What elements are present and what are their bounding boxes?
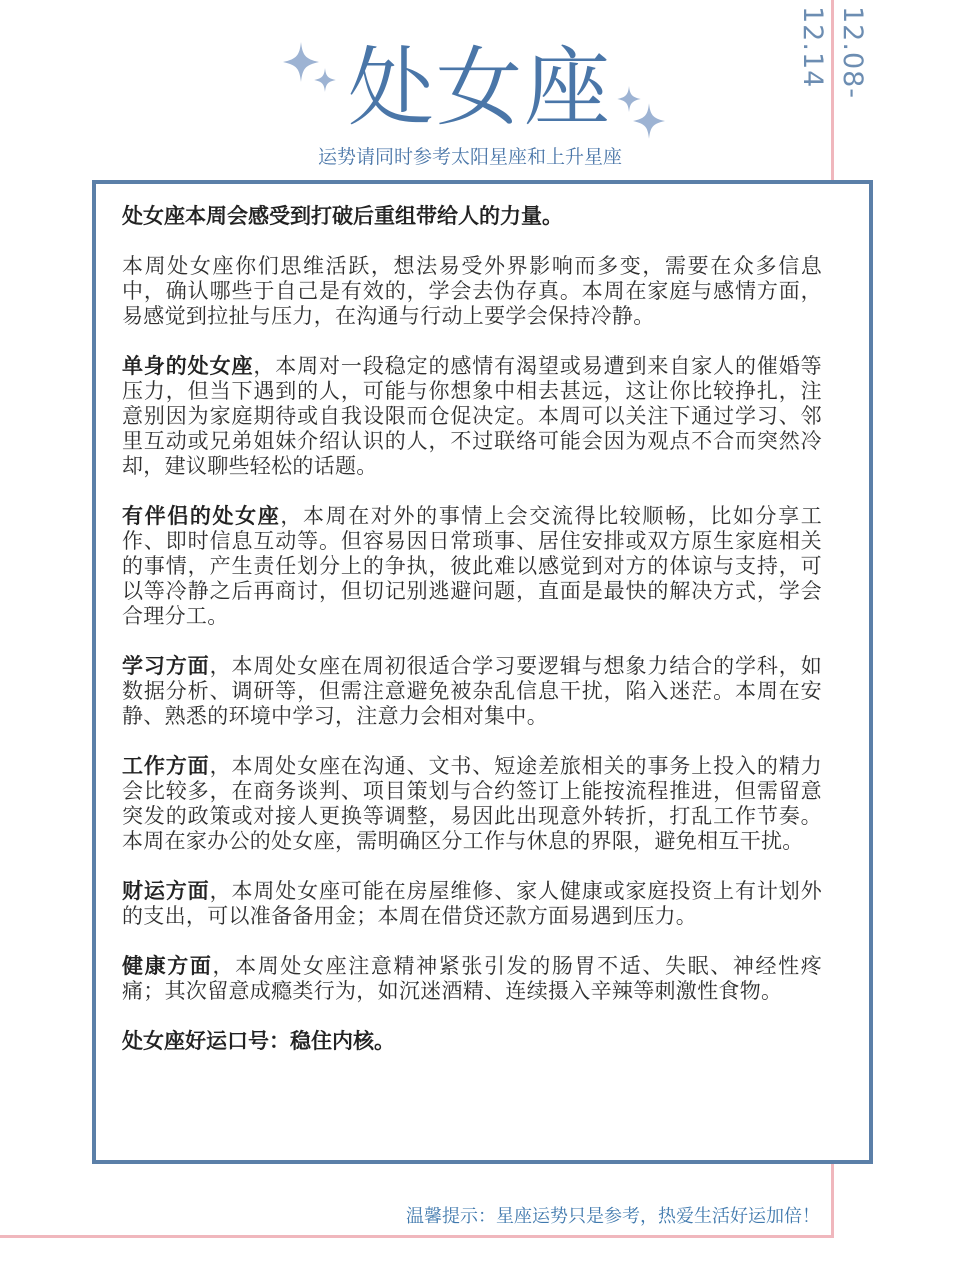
headline: 处女座本周会感受到打破后重组带给人的力量。 [122,204,563,228]
section-label: 健康方面 [122,954,213,978]
decorative-horizontal-line [0,1235,834,1238]
section-health [122,954,822,1004]
section-text: ，本周处女座注意精神紧张引发的肠胃不适、失眠、神经性疼痛；其次留意成瘾类行为，如沉迷酒精、连续摄入辛辣等刺激性食物。 [122,954,822,1003]
page-title: 处女座 [348,38,612,138]
card-content [122,204,822,1079]
horoscope-card [92,180,873,1164]
intro-paragraph: 本周处女座你们思维活跃，想法易受外界影响而多变，需要在众多信息中，确认哪些于自己是有效的，学会去伪存真。本周在家庭与感情方面，易感觉到拉扯与压力，在沟通与行动上要学会保持冷静。 [122,254,822,328]
section-work [122,754,822,854]
section-label: 财运方面 [122,879,210,903]
section-text: ，本周处女座在沟通、文书、短途差旅相关的事务上投入的精力会比较多，在商务谈判、项目策划与合约签订上能按流程推进，但需留意突发的政策或对接人更换等调整，易因此出现意外转折，打乱工作节奏。本周在家办公的处女座，需明确区分工作与休息的界限，避免相互干扰。 [122,754,822,853]
section-partnered [122,504,822,629]
section-text: ，本周在对外的事情上会交流得比较顺畅，比如分享工作、即时信息互动等。但容易因日常琐事、居住安排或双方原生家庭相关的事情，产生责任划分上的争执，彼此难以感觉到对方的体谅与支持，可以等冷静之后再商讨，但切记别逃避问题，直面是最快的解决方式，学会合理分工。 [122,504,822,628]
section-single [122,354,822,479]
section-label: 工作方面 [122,754,210,778]
section-finance [122,879,822,929]
footer-tip: 温馨提示：星座运势只是参考，热爱生活好运加倍！ [406,1206,820,1227]
section-study [122,654,822,729]
sparkle-star-icon [633,103,665,139]
date-range: 12.08-12.14 [797,6,868,100]
section-text: ，本周处女座可能在房屋维修、家人健康或家庭投资上有计划外的支出，可以准备备用金；本周在借贷还款方面易遇到压力。 [122,879,822,928]
section-label: 有伴侣的处女座 [122,504,281,528]
section-label: 学习方面 [122,654,210,678]
subtitle: 运势请同时参考太阳星座和上升星座 [317,146,622,168]
section-text: ，本周对一段稳定的感情有渴望或易遭到来自家人的催婚等压力，但当下遇到的人，可能与你想象中相去甚远，这让你比较挣扎，注意别因为家庭期待或自我设限而仓促决定。本周可以关注下通过学习、邻里互动或兄弟姐妹介绍认识的人，不过联络可能会因为观点不合而突然冷却，建议聊些轻松的话题。 [122,354,822,478]
section-label: 单身的处女座 [122,354,254,378]
slogan: 处女座好运口号：稳住内核。 [122,1029,395,1053]
section-text: ，本周处女座在周初很适合学习要逻辑与想象力结合的学科，如数据分析、调研等，但需注意避免被杂乱信息干扰，陷入迷茫。本周在安静、熟悉的环境中学习，注意力会相对集中。 [122,654,822,728]
